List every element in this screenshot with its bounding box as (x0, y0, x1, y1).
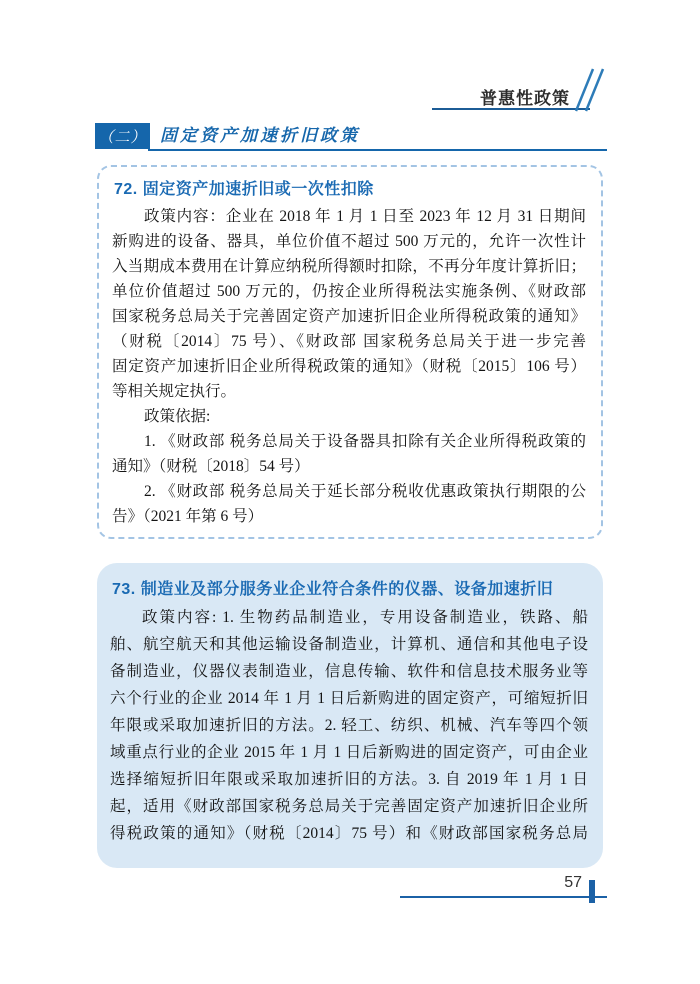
body-line: 国家税务总局关于完善固定资产加速折旧企业所得税政策的通知》 (112, 308, 586, 325)
body-line: 年限或采取加速折旧的方法。2. 轻工、纺织、机械、汽车等四个领 (110, 717, 588, 734)
policy-73-title: 73. 制造业及部分服务业企业符合条件的仪器、设备加速折旧 (112, 581, 554, 598)
section-underline (148, 149, 607, 151)
policy-72-title: 72. 固定资产加速折旧或一次性扣除 (114, 181, 374, 198)
body-line: 入当期成本费用在计算应纳税所得额时扣除，不再分年度计算折旧； (112, 258, 586, 275)
double-slash-icon (567, 66, 611, 114)
header-category-label: 普惠性政策 (480, 89, 570, 108)
body-line: 通知》（财税〔2018〕54 号） (112, 458, 310, 475)
body-line: 域重点行业的企业 2015 年 1 月 1 日后新购进的固定资产，可由企业 (110, 744, 588, 761)
page-number: 57 (564, 874, 582, 891)
body-line: 1. 《财政部 税务总局关于设备器具扣除有关企业所得税政策的 (144, 433, 586, 450)
policy-box-72 (97, 165, 603, 539)
body-line: （财税〔2014〕75 号）、《财政部 国家税务总局关于进一步完善 (112, 333, 586, 350)
body-line: 单位价值超过 500 万元的，仍按企业所得税法实施条例、《财政部 (112, 283, 586, 300)
body-line: 政策内容：企业在 2018 年 1 月 1 日至 2023 年 12 月 31 日期间 (144, 208, 586, 225)
page-number-bar (589, 880, 595, 903)
policy-box-73 (97, 563, 603, 868)
section-title: 固定资产加速折旧政策 (160, 126, 360, 145)
body-line: 新购进的设备、器具，单位价值不超过 500 万元的，允许一次性计 (112, 233, 586, 250)
body-line: 得税政策的通知》（财税〔2014〕75 号）和《财政部国家税务总局 (110, 825, 588, 842)
policy-72-body (112, 204, 586, 529)
body-line: 选择缩短折旧年限或采取加速折旧的方法。3. 自 2019 年 1 月 1 日 (110, 771, 588, 788)
body-line: 备制造业，仪器仪表制造业，信息传输、软件和信息技术服务业等 (110, 663, 588, 680)
body-line: 2. 《财政部 税务总局关于延长部分税收优惠政策执行期限的公 (144, 483, 586, 500)
body-line: 告》（2021 年第 6 号） (112, 508, 264, 525)
body-line: 等相关规定执行。 (112, 383, 237, 400)
body-line: 政策依据: (144, 408, 211, 425)
body-line: 固定资产加速折旧企业所得税政策的通知》（财税〔2015〕106 号） (112, 358, 586, 375)
section-number-badge: （二） (95, 123, 150, 149)
body-line: 舶、航空航天和其他运输设备制造业，计算机、通信和其他电子设 (110, 636, 588, 653)
body-line: 起，适用《财政部国家税务总局关于完善固定资产加速折旧企业所 (110, 798, 588, 815)
body-line: 六个行业的企业 2014 年 1 月 1 日后新购进的固定资产，可缩短折旧 (110, 690, 588, 707)
policy-73-body (110, 604, 588, 847)
footer-rule (400, 896, 607, 898)
body-line: 政策内容: 1. 生物药品制造业，专用设备制造业，铁路、船 (142, 609, 588, 626)
